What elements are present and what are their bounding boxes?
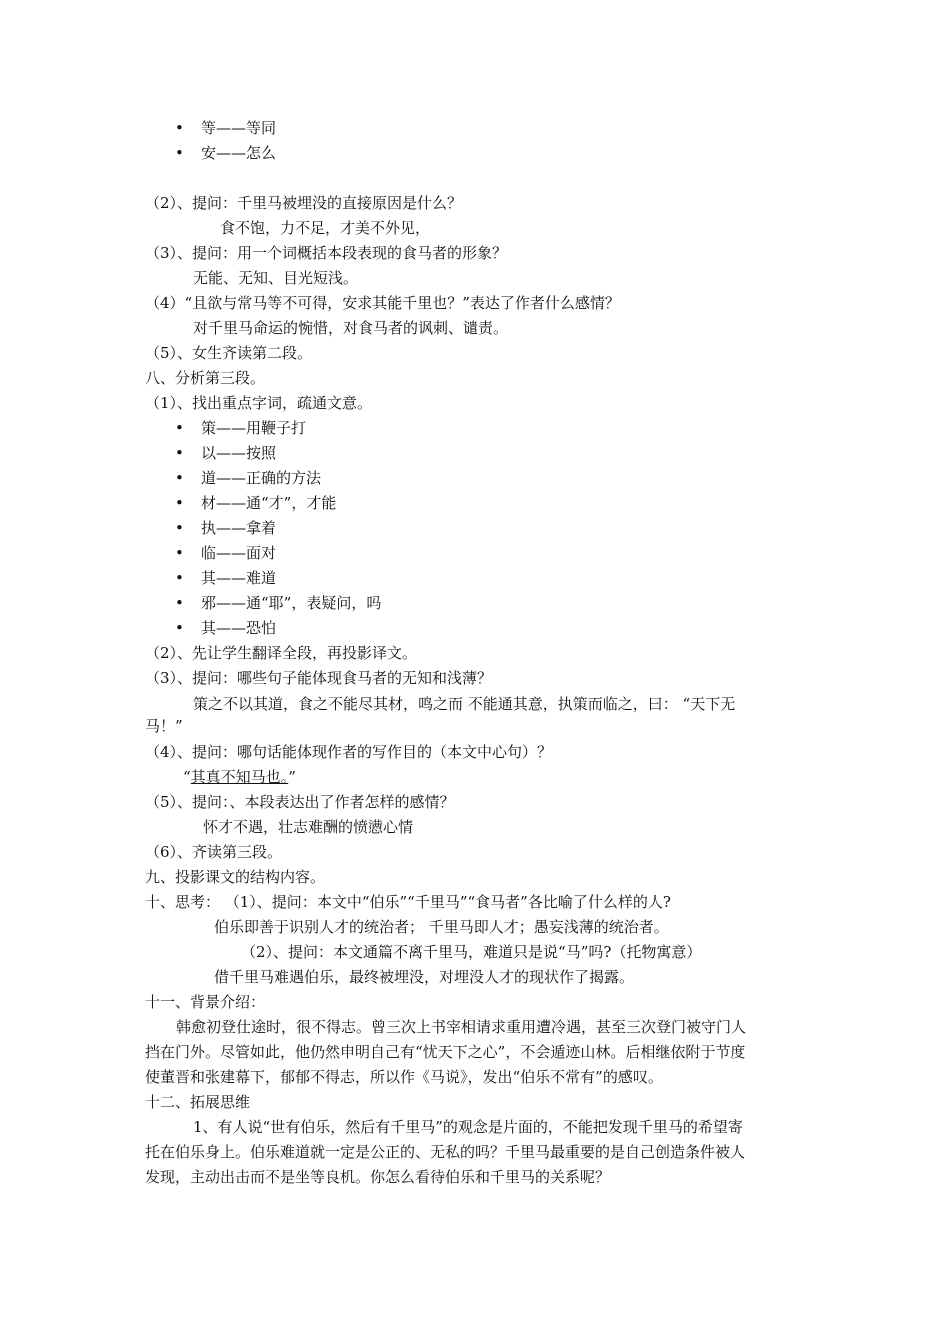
vocab-item-cai: • 材——通“才”，才能 (201, 493, 336, 513)
background-para-line-3: 使董晋和张建幕下，郁郁不得志，所以作《马说》，发出“伯乐不常有”的感叹。 (145, 1068, 663, 1086)
vocab-item-qi-1: • 其——难道 (201, 568, 276, 588)
answer-4: 对千里马命运的惋惜，对食马者的讽刺、谴责。 (193, 319, 509, 337)
step-6-read: （6）、齐读第三段。 (145, 843, 283, 861)
vocab-item-xie: • 邪——通“耶”，表疑问，吗 (201, 593, 381, 613)
section-10-question-1: 十、思考： （1）、提问：本文中“伯乐”“千里马”“食马者”各比喻了什么样的人? (145, 893, 671, 911)
open-quote: “ (183, 768, 191, 786)
vocab-item-qi-2: • 其——恐怕 (201, 618, 276, 638)
section-10-answer-1: 伯乐即善于识别人才的统治者； 千里马即人才；愚妄浅薄的统治者。 (214, 918, 669, 936)
extension-para-line-2: 托在伯乐身上。伯乐难道就一定是公正的、无私的吗？千里马最重要的是自己创造条件被人 (145, 1143, 746, 1161)
step-5-read: （5）、女生齐读第二段。 (145, 344, 313, 362)
vocab-item-deng: • 等——等同 (201, 118, 276, 138)
extension-para-line-1: 1、有人说“世有伯乐，然后有千里马”的观念是片面的，不能把发现千里马的希望寄 (193, 1118, 743, 1136)
vocab-item-yi: • 以——按照 (201, 443, 276, 463)
vocab-item-an: • 安——怎么 (201, 143, 276, 163)
section-12-heading: 十二、拓展思维 (145, 1093, 251, 1111)
vocab-item-zhi: • 执——拿着 (201, 518, 276, 538)
section-10-question-2: （2）、提问：本文通篇不离千里马，难道只是说“马”吗?（托物寓意） (241, 943, 702, 961)
answer-3-quote-line-1: 策之不以其道，食之不能尽其材，鸣之而 不能通其意，执策而临之，曰： “天下无 (193, 695, 736, 713)
section-8-heading: 八、分析第三段。 (145, 369, 266, 387)
question-5-feeling: （5）、提问：、本段表达出了作者怎样的感情？ (145, 793, 455, 811)
extension-para-line-3: 发现，主动出击而不是坐等良机。你怎么看待伯乐和千里马的关系呢？ (145, 1168, 611, 1186)
step-1-keywords: （1）、找出重点字词，疏通文意。 (145, 394, 373, 412)
central-sentence (183, 767, 296, 787)
section-11-heading: 十一、背景介绍： (145, 993, 266, 1011)
central-sentence-text: 其真不知马也。 (190, 768, 289, 786)
background-para-line-1: 韩愈初登仕途时，很不得志。曾三次上书宰相请求重用遭冷遇，甚至三次登门被守门人 (176, 1018, 747, 1036)
question-3-image: （3）、提问：用一个词概括本段表现的食马者的形象？ (145, 244, 508, 262)
vocab-item-lin: • 临——面对 (201, 543, 276, 563)
close-quote: ” (288, 768, 296, 786)
section-9-heading: 九、投影课文的结构内容。 (145, 868, 326, 886)
vocab-item-ce: • 策——用鞭子打 (201, 418, 306, 438)
section-10-answer-2: 借千里马难遇伯乐，最终被埋没，对埋没人才的现状作了揭露。 (214, 968, 635, 986)
question-4-purpose: （4）、提问：哪句话能体现作者的写作目的（本文中心句）？ (145, 743, 553, 761)
answer-2: 食不饱，力不足，才美不外见， (220, 219, 431, 237)
question-4-emotion: （4）“且欲与常马等不可得，安求其能千里也？”表达了作者什么感情？ (145, 294, 620, 312)
answer-3-quote-line-2: 马！” (145, 717, 183, 735)
answer-3: 无能、无知、目光短浅。 (193, 269, 359, 287)
question-2-direct-cause: （2）、提问：千里马被埋没的直接原因是什么？ (145, 194, 463, 212)
step-2-translate: （2）、先让学生翻译全段，再投影译文。 (145, 644, 418, 662)
background-para-line-2: 挡在门外。尽管如此，他仍然申明自己有“忧天下之心”，不会遁迹山林。后相继依附于节度 (145, 1043, 746, 1061)
question-3-ignorance: （3）、提问：哪些句子能体现食马者的无知和浅薄？ (145, 669, 493, 687)
answer-5: 怀才不遇，壮志难酬的愤懑心情 (203, 818, 414, 836)
vocab-item-dao: • 道——正确的方法 (201, 468, 321, 488)
